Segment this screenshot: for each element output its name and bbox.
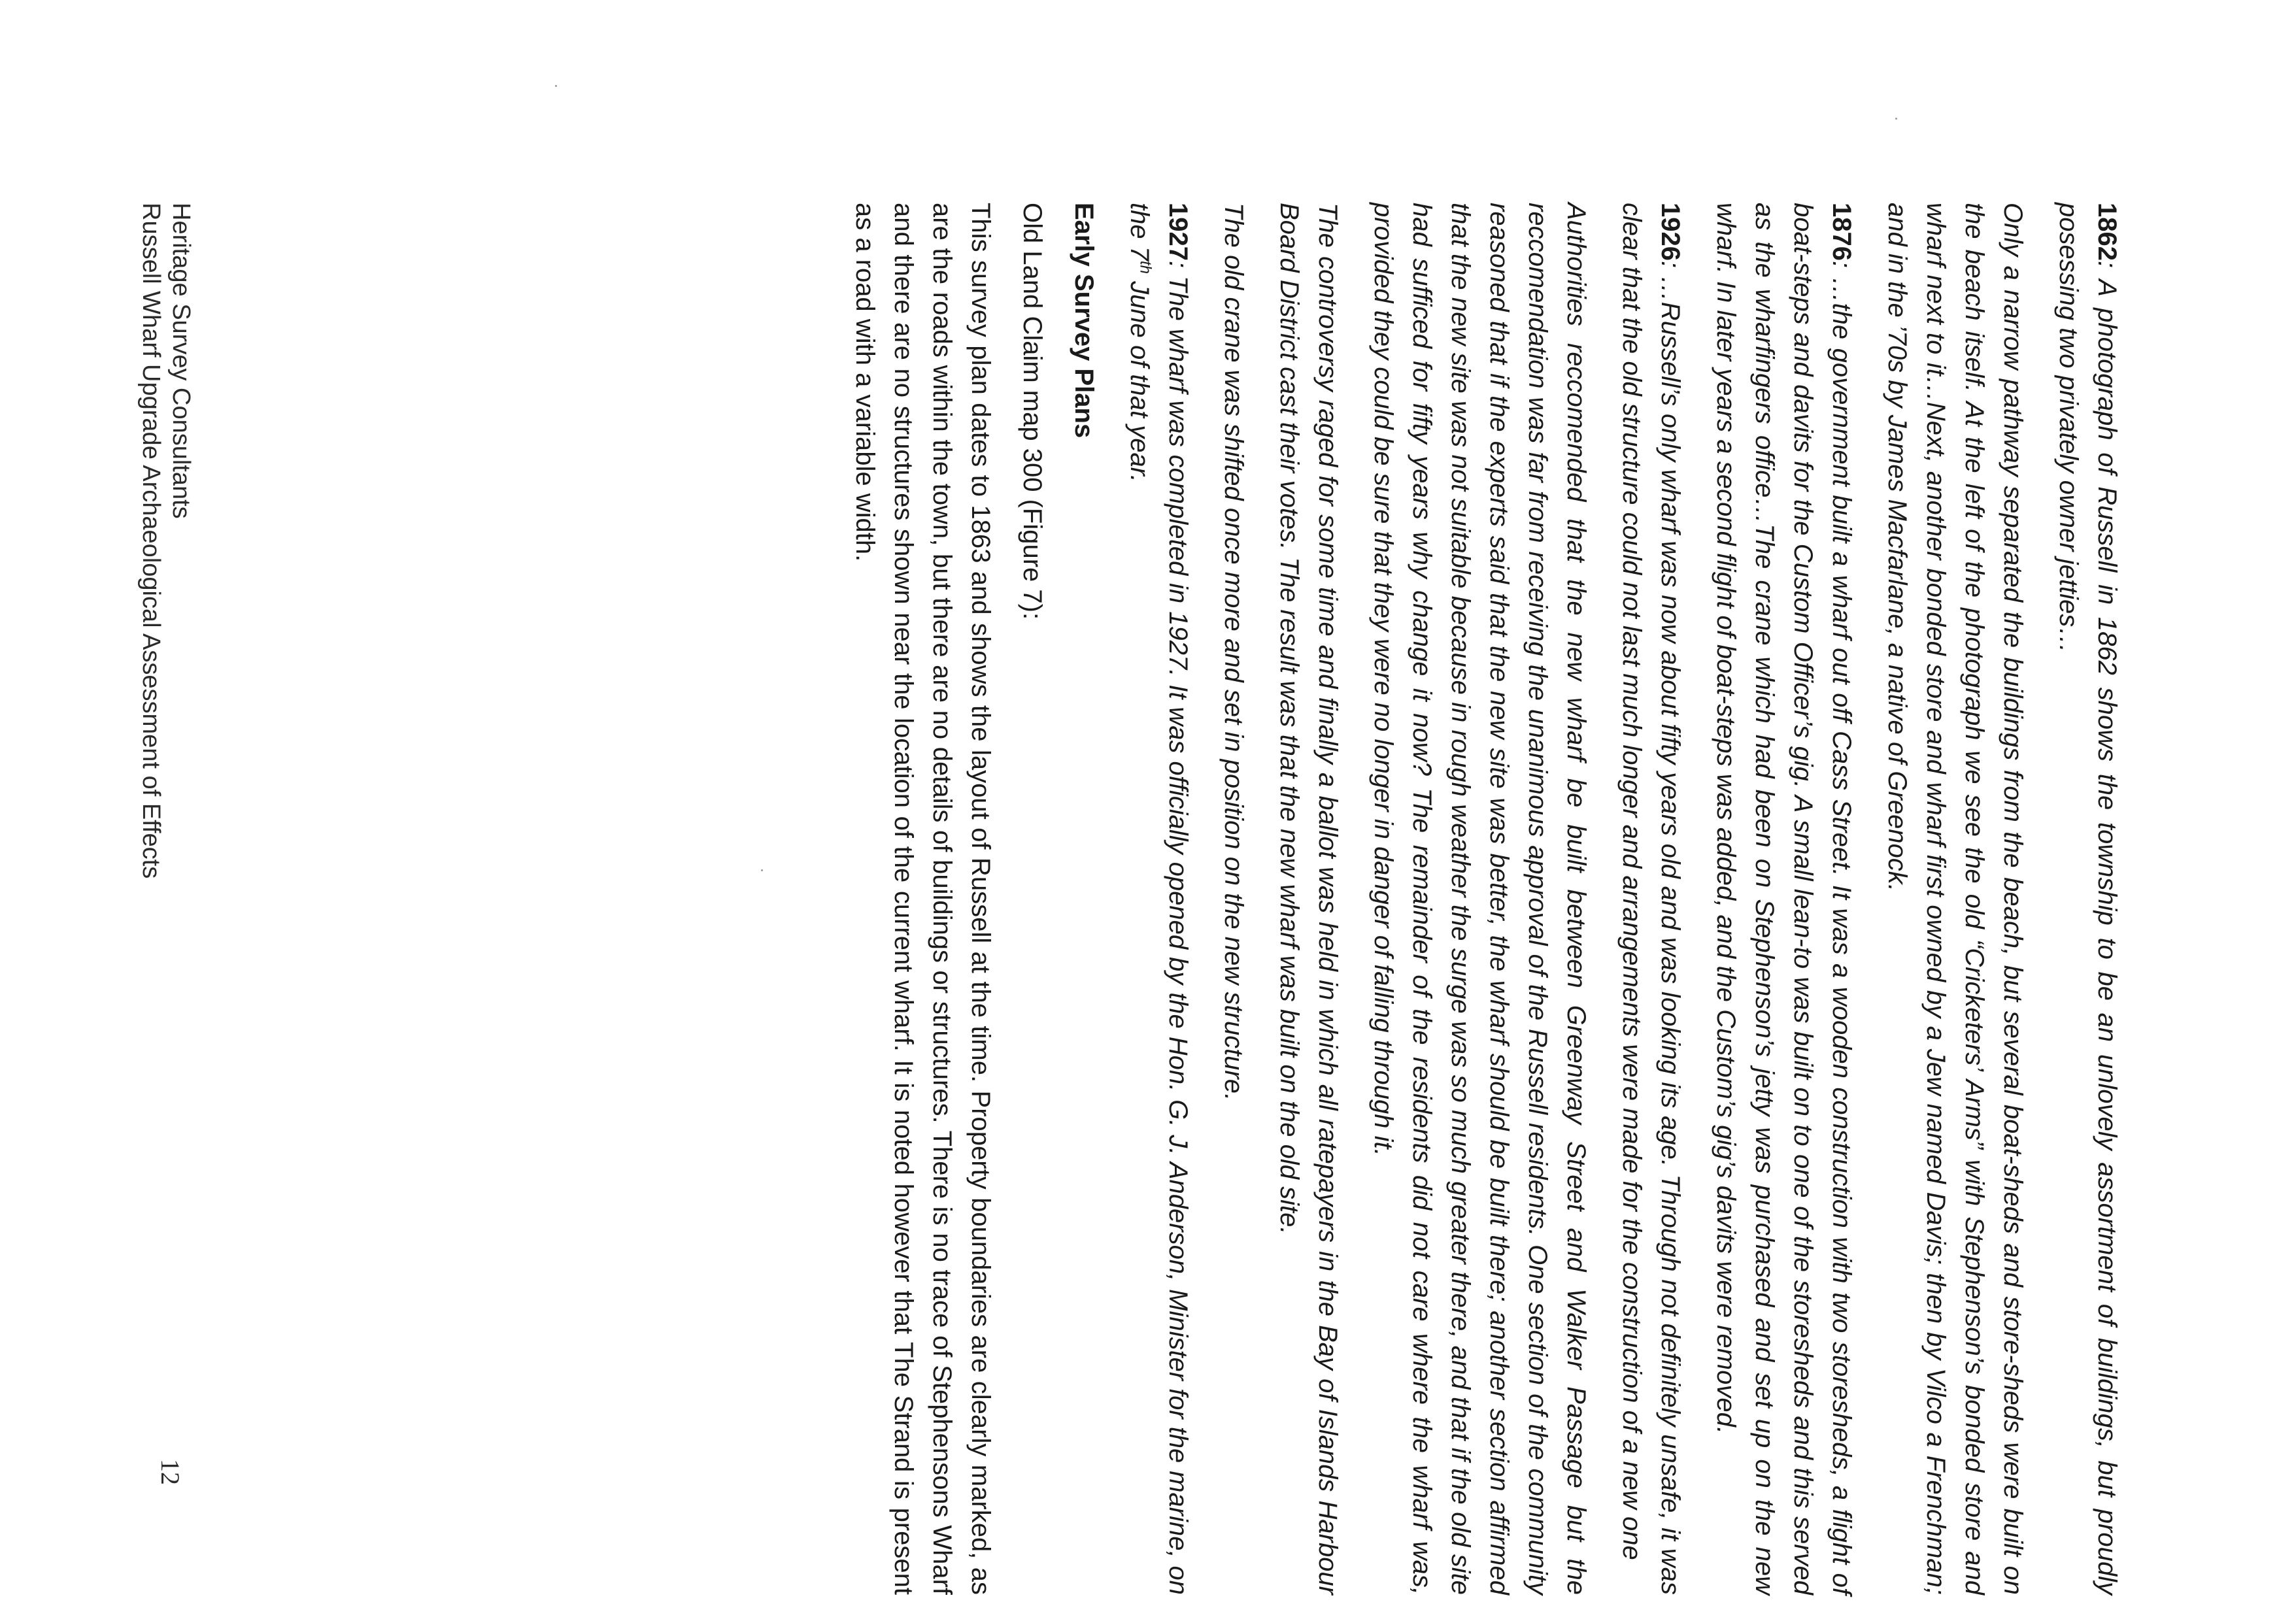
entry-year: 1926 [1656,203,1685,261]
figure-reference: Old Land Claim map 300 (Figure 7): [1018,203,1047,620]
entry-1926 [1612,203,1689,1595]
entry-1862-photo-description: Only a narrow pathway separated the buildings from the beach, but several boat-sheds and store-sheds were built on the beach itself. At the left of the photograph we see the old “Cricketers’ Arms” with Stephenson’s bonded store and wharf next to it…Next, another bonded store and wharf first owned by a Jew named Davis; then by Vilco a Frenchman; and in the ’70s by James Macfarlane, a native of Greenock. [1883,203,2027,1595]
entry-text: : The wharf was completed in 1927. It was officially opened by the Hon. G. J. Anderson, Minister for the marine, on the 7 [1125,203,1192,1595]
entry-1926-controversy: The controversy raged for some time and finally a ballot was held in which all ratepayers in the Bay of Islands Harbour Board District cast their votes. The result was that the new wharf was built on the old site. [1275,203,1342,1595]
entry-1926-crane: The old crane was shifted once more and set in position on the new structure. [1219,203,1248,1101]
entry-text: : A photograph of Russell in 1862 shows the township to be an unlovely assortment of buildings, but proudly posessing two privately owner jetties… [2054,203,2121,1595]
page-footer [136,203,196,878]
entry-1927 [1120,203,1197,1595]
scan-speck [1895,118,1897,120]
scan-speck [555,85,557,87]
section-heading: Early Survey Plans [1070,203,1098,439]
entry-text-end: June of that year. [1125,273,1154,482]
scan-speck [761,869,763,871]
footer-report-title: Russell Wharf Upgrade Archaeological Assessment of Effects [137,203,165,879]
entry-year: 1927 [1164,203,1192,261]
entry-1926-authorities: Authorities reccomended that the new wharf be built between Greenway Street and Walker Passage but the reccomendation was far from receiving the unanimous approval of the Russell residents. One section of the community reasoned that if the experts said that the new site was better, the wharf should be built there; another section affirmed that the new site was not suitable because in rough weather the surge was so much greater there, and that if the old site had sufficed for fifty years why change it now? The remainder of the residents did not care where the wharf was, provided they could be sure that they were no longer in danger of falling through it. [1369,203,1591,1595]
entry-year: 1862 [2093,203,2121,261]
entry-text: : …Russell’s only wharf was now about fifty years old and was looking its age. Through not definitely unsafe, it was clear that the old structure could not last much longer and arrangements were made for the construction of a new one [1617,203,1685,1595]
page-number: 12 [156,1459,185,1485]
entry-1876 [1706,203,1861,1595]
entry-1862 [2049,203,2126,1595]
entry-year: 1876 [1827,203,1856,261]
report-body [828,203,2126,1595]
entry-text: : …the government built a wharf out off Cass Street. It was a wooden construction with two storesheds, a flight of boat-steps and davits for the Custom Officer’s gig. A small lean-to was built on to one of the storesheds and this served as the wharfingers office…The crane which had been on Stephenson’s jetty was purchased and set up on the new wharf. In later years a second flight of boat-steps was added, and the Custom’s gig’s davits were removed. [1712,203,1856,1595]
survey-paragraph: This survey plan dates to 1863 and shows the layout of Russell at the time. Property boundaries are clearly marked, as are the roads within the town, but there are no details of buildings or structures. There is no trace of Stephensons Wharf and there are no structures shown near the location of the current wharf. It is noted however that The Strand is present as a road with a variable width. [851,203,995,1595]
footer-organization: Heritage Survey Consultants [167,203,195,519]
ordinal-suffix: th [1136,260,1155,274]
